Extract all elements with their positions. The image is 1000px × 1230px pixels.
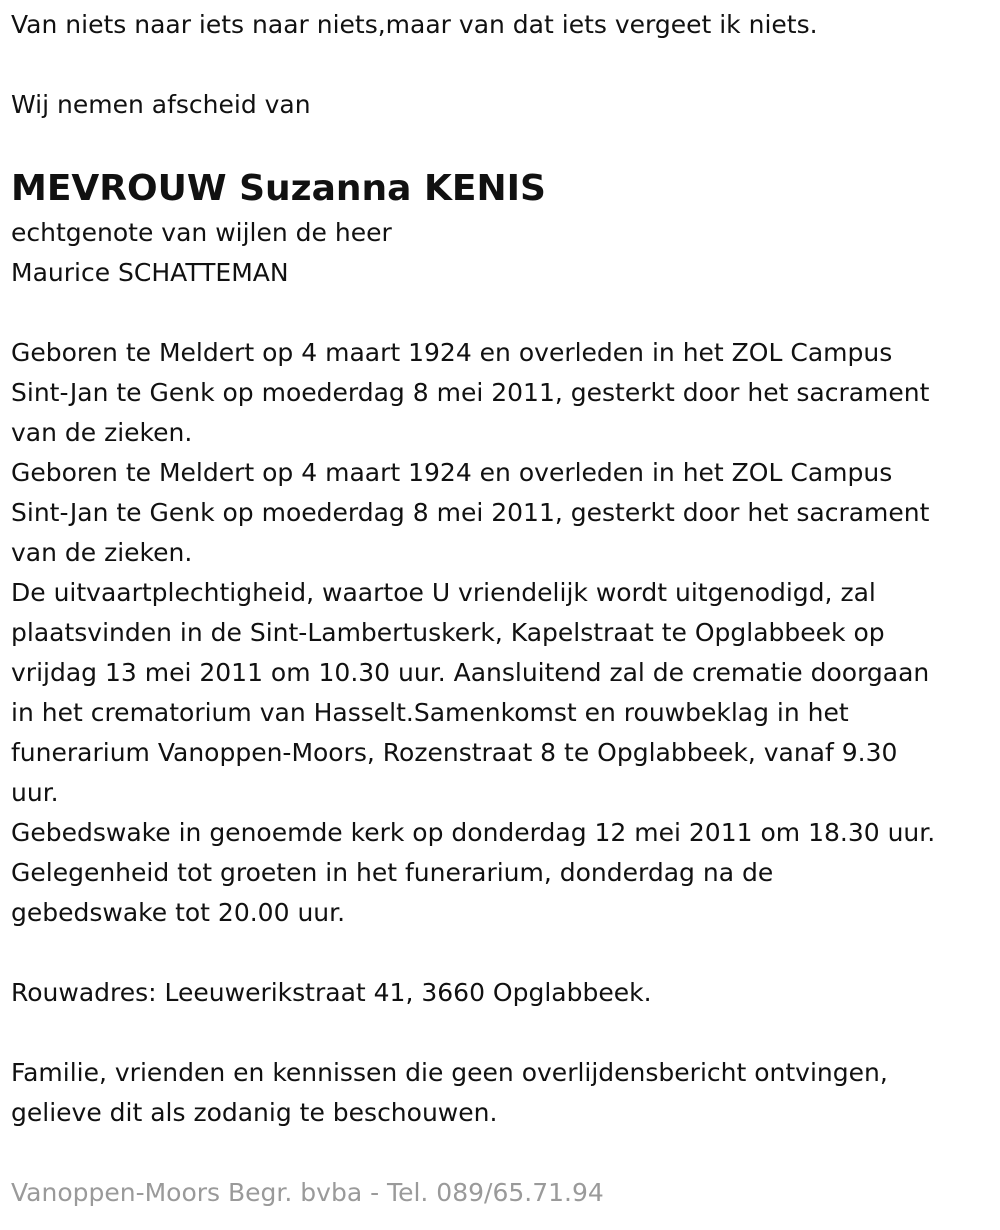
text-line: Familie, vrienden en kennissen die geen overlijdensbericht ontvingen,	[11, 1058, 888, 1087]
spacer	[11, 1013, 993, 1053]
text-line: van de zieken.	[11, 538, 193, 567]
text-line: Gelegenheid tot groeten in het funerarium, donderdag na de	[11, 858, 774, 887]
text-line: van de zieken.	[11, 418, 193, 447]
text-line: Gebedswake in genoemde kerk op donderdag 12 mei 2011 om 18.30 uur.	[11, 818, 936, 847]
text-line: uur.	[11, 778, 59, 807]
text-line: Geboren te Meldert op 4 maart 1924 en overleden in het ZOL Campus	[11, 458, 893, 487]
text-line: Sint-Jan te Genk op moederdag 8 mei 2011, gesterkt door het sacrament	[11, 378, 930, 407]
spacer	[11, 45, 993, 85]
text-line: gelieve dit als zodanig te beschouwen.	[11, 1098, 498, 1127]
spacer	[11, 933, 993, 973]
spouse-line-2: Maurice SCHATTEMAN	[11, 258, 289, 287]
birth-death-paragraph-1	[11, 333, 993, 453]
spouse-line-1: echtgenote van wijlen de heer	[11, 218, 392, 247]
notice-paragraph	[11, 1053, 993, 1133]
birth-death-paragraph-2	[11, 453, 993, 573]
mourning-address: Rouwadres: Leeuwerikstraat 41, 3660 Opglabbeek.	[11, 978, 652, 1007]
text-line: funerarium Vanoppen-Moors, Rozenstraat 8 te Opglabbeek, vanaf 9.30	[11, 738, 898, 767]
text-line: plaatsvinden in de Sint-Lambertuskerk, Kapelstraat te Opglabbeek op	[11, 618, 885, 647]
spacer	[11, 125, 993, 165]
motto: Van niets naar iets naar niets,maar van dat iets vergeet ik niets.	[11, 10, 818, 39]
deceased-name: MEVROUW Suzanna KENIS	[11, 168, 546, 209]
text-line: vrijdag 13 mei 2011 om 10.30 uur. Aansluitend zal de crematie doorgaan	[11, 658, 930, 687]
text-line: Geboren te Meldert op 4 maart 1924 en overleden in het ZOL Campus	[11, 338, 893, 367]
spacer	[11, 293, 993, 333]
funeral-details-paragraph	[11, 573, 993, 933]
text-line: De uitvaartplechtigheid, waartoe U vriendelijk wordt uitgenodigd, zal	[11, 578, 876, 607]
text-line: in het crematorium van Hasselt.Samenkomst en rouwbeklag in het	[11, 698, 849, 727]
text-line: Sint-Jan te Genk op moederdag 8 mei 2011, gesterkt door het sacrament	[11, 498, 930, 527]
intro-text: Wij nemen afscheid van	[11, 90, 311, 119]
text-line: gebedswake tot 20.00 uur.	[11, 898, 346, 927]
funeral-home-footer: Vanoppen-Moors Begr. bvba - Tel. 089/65.71.94	[11, 1178, 604, 1207]
obituary-notice	[11, 5, 993, 1133]
